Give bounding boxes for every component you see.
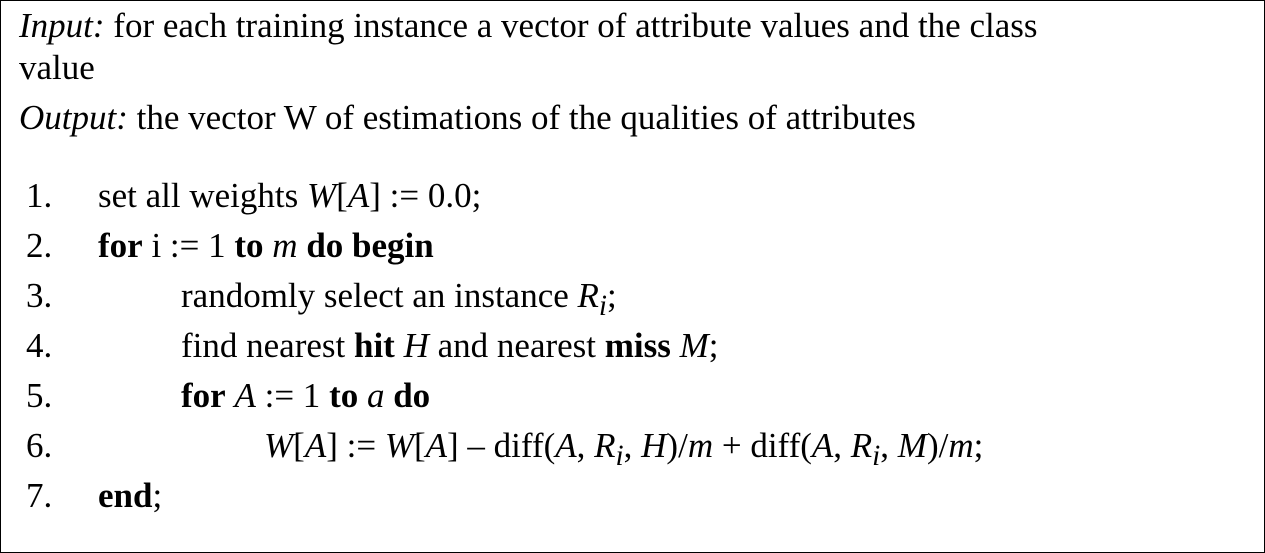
step-number: 7. bbox=[26, 476, 53, 515]
step-text: for A := 1 to a do bbox=[181, 376, 431, 415]
step-number: 5. bbox=[26, 376, 53, 415]
step-number: 4. bbox=[26, 326, 53, 365]
input-spec bbox=[19, 5, 1249, 89]
step-text: find nearest hit H and nearest miss M; bbox=[181, 326, 719, 365]
step-2 bbox=[26, 225, 1256, 275]
output-label: Output: bbox=[19, 98, 128, 137]
step-number: 1. bbox=[26, 176, 53, 215]
input-text-line2: value bbox=[19, 48, 95, 87]
step-7 bbox=[26, 475, 1256, 525]
input-text-line1: for each training instance a vector of attribute values and the class bbox=[104, 6, 1038, 45]
step-number: 3. bbox=[26, 276, 53, 315]
step-text: W[A] := W[A] – diff(A, $R_i$, H)/m + diff(A, $R_i$, M)/m; bbox=[264, 426, 984, 472]
step-number: 2. bbox=[26, 226, 53, 265]
step-5 bbox=[26, 375, 1256, 425]
step-1 bbox=[26, 175, 1256, 225]
step-text: set all weights W[A] := 0.0; bbox=[98, 176, 482, 215]
step-text: for i := 1 to m do begin bbox=[98, 226, 434, 265]
algorithm-steps bbox=[26, 175, 1256, 525]
algorithm-description bbox=[19, 5, 1249, 139]
output-text: the vector W of estimations of the qualities of attributes bbox=[127, 98, 916, 137]
output-spec bbox=[19, 97, 1249, 139]
step-4 bbox=[26, 325, 1256, 375]
step-3 bbox=[26, 275, 1256, 325]
step-text: end; bbox=[98, 476, 163, 515]
step-number: 6. bbox=[26, 426, 53, 465]
step-6 bbox=[26, 425, 1256, 475]
step-text: randomly select an instance $R_i$; bbox=[181, 276, 617, 322]
input-label: Input: bbox=[19, 6, 105, 45]
